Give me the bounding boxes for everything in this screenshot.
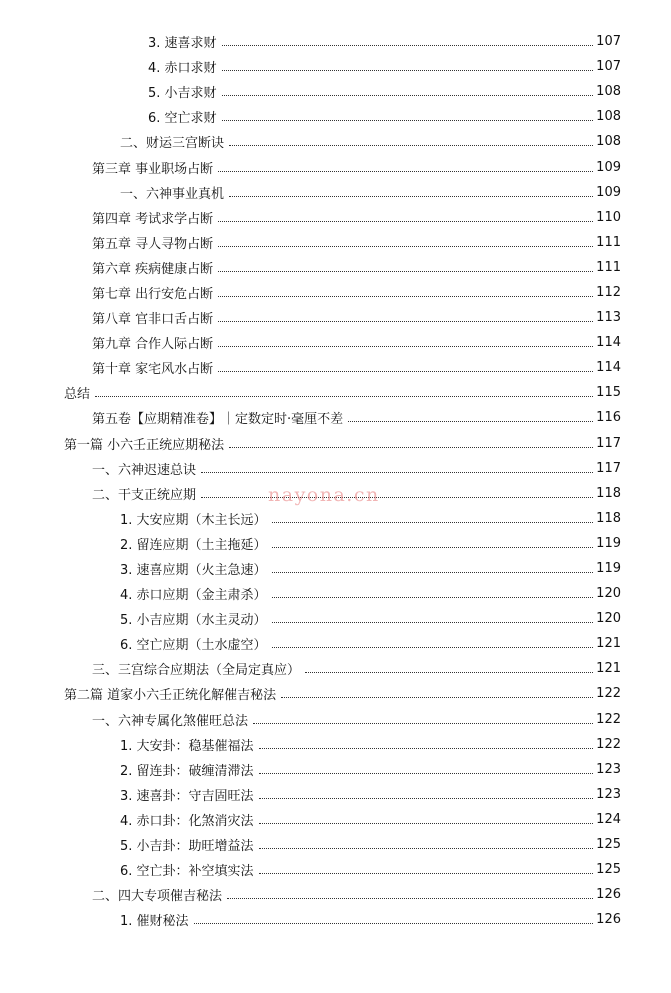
table-of-contents: [0, 29, 671, 932]
toc-entry[interactable]: [0, 405, 621, 430]
toc-entry-title: 二、干支正统应期: [92, 487, 197, 503]
toc-entry-title: 一、六神专属化煞催旺总法: [92, 713, 249, 729]
toc-entry[interactable]: [0, 456, 621, 481]
dot-leader: [272, 572, 594, 573]
toc-entry[interactable]: [0, 129, 621, 154]
toc-entry-title: 第二篇 道家小六壬正统化解催吉秘法: [64, 688, 277, 704]
toc-entry-title: 一、六神迟速总诀: [92, 462, 197, 478]
toc-entry[interactable]: [0, 606, 621, 631]
toc-entry-page-number: 116: [596, 410, 621, 426]
toc-entry-title: 一、六神事业真机: [120, 186, 225, 202]
toc-entry-title: 6. 空亡卦：补空填实法: [120, 864, 254, 880]
toc-entry-page-number: 117: [596, 435, 621, 451]
toc-entry[interactable]: [0, 882, 621, 907]
dot-leader: [272, 522, 594, 523]
toc-entry[interactable]: [0, 205, 621, 230]
toc-entry-page-number: 120: [596, 586, 621, 602]
toc-entry-page-number: 126: [596, 912, 621, 928]
dot-leader: [259, 873, 594, 874]
toc-entry[interactable]: [0, 355, 621, 380]
toc-entry[interactable]: [0, 380, 621, 405]
toc-entry-page-number: 118: [596, 510, 621, 526]
toc-entry-page-number: 126: [596, 887, 621, 903]
toc-entry[interactable]: [0, 857, 621, 882]
dot-leader: [222, 120, 594, 121]
toc-entry-page-number: 108: [596, 134, 621, 150]
toc-entry-page-number: 109: [596, 184, 621, 200]
toc-entry-title: 二、四大专项催吉秘法: [92, 889, 223, 905]
dot-leader: [201, 472, 593, 473]
toc-entry-title: 6. 空亡应期（土水虚空）: [120, 638, 267, 654]
toc-entry[interactable]: [0, 255, 621, 280]
toc-entry-title: 4. 赤口卦：化煞消灾法: [120, 813, 254, 829]
toc-entry[interactable]: [0, 280, 621, 305]
toc-entry-page-number: 107: [596, 59, 621, 75]
toc-entry-title: 第三章 事业职场占断: [92, 161, 214, 177]
toc-entry[interactable]: [0, 531, 621, 556]
toc-entry[interactable]: [0, 782, 621, 807]
dot-leader: [222, 95, 594, 96]
toc-entry-title: 第四章 考试求学占断: [92, 211, 214, 227]
toc-entry[interactable]: [0, 431, 621, 456]
dot-leader: [253, 723, 593, 724]
toc-entry[interactable]: [0, 807, 621, 832]
toc-entry-page-number: 111: [596, 259, 621, 275]
toc-entry-page-number: 119: [596, 561, 621, 577]
toc-entry-title: 3. 速喜卦：守吉固旺法: [120, 788, 254, 804]
toc-entry-title: 三、三宫综合应期法（全局定真应）: [92, 663, 301, 679]
toc-entry-page-number: 108: [596, 84, 621, 100]
toc-entry[interactable]: [0, 154, 621, 179]
toc-entry-title: 5. 小吉应期（水主灵动）: [120, 613, 267, 629]
toc-entry[interactable]: [0, 29, 621, 54]
toc-entry-page-number: 109: [596, 159, 621, 175]
toc-entry-page-number: 118: [596, 485, 621, 501]
toc-entry-title: 5. 小吉求财: [148, 86, 217, 102]
dot-leader: [218, 271, 593, 272]
toc-entry-title: 第十章 家宅风水占断: [92, 362, 214, 378]
dot-leader: [272, 622, 594, 623]
toc-entry-title: 第一篇 小六壬正统应期秘法: [64, 437, 225, 453]
dot-leader: [259, 748, 594, 749]
toc-entry-page-number: 125: [596, 837, 621, 853]
toc-entry-title: 第五卷【应期精准卷】｜定数定时·毫厘不差: [92, 412, 344, 428]
toc-entry[interactable]: [0, 707, 621, 732]
toc-entry-page-number: 123: [596, 761, 621, 777]
dot-leader: [272, 597, 594, 598]
toc-entry-title: 第八章 官非口舌占断: [92, 312, 214, 328]
toc-entry-title: 第五章 寻人寻物占断: [92, 236, 214, 252]
toc-entry-page-number: 124: [596, 811, 621, 827]
dot-leader: [259, 848, 594, 849]
toc-entry-title: 4. 赤口应期（金主肃杀）: [120, 588, 267, 604]
toc-entry-title: 5. 小吉卦：助旺增益法: [120, 839, 254, 855]
toc-entry-title: 1. 催财秘法: [120, 914, 189, 930]
toc-entry-title: 第六章 疾病健康占断: [92, 261, 214, 277]
toc-entry-page-number: 122: [596, 711, 621, 727]
toc-entry[interactable]: [0, 757, 621, 782]
toc-entry-page-number: 123: [596, 786, 621, 802]
toc-entry[interactable]: [0, 681, 621, 706]
toc-entry-page-number: 108: [596, 109, 621, 125]
toc-entry[interactable]: [0, 330, 621, 355]
toc-entry-page-number: 122: [596, 736, 621, 752]
toc-entry-page-number: 119: [596, 535, 621, 551]
toc-entry-page-number: 113: [596, 310, 621, 326]
toc-entry[interactable]: [0, 656, 621, 681]
toc-entry-page-number: 125: [596, 862, 621, 878]
toc-entry-page-number: 110: [596, 209, 621, 225]
dot-leader: [218, 171, 593, 172]
toc-entry[interactable]: [0, 506, 621, 531]
toc-entry[interactable]: [0, 54, 621, 79]
toc-entry[interactable]: [0, 556, 621, 581]
dot-leader: [218, 246, 593, 247]
dot-leader: [305, 672, 593, 673]
dot-leader: [229, 145, 593, 146]
toc-entry-page-number: 107: [596, 34, 621, 50]
toc-entry[interactable]: [0, 230, 621, 255]
toc-entry-title: 3. 速喜求财: [148, 36, 217, 52]
toc-entry-title: 二、财运三宫断诀: [120, 136, 225, 152]
toc-entry[interactable]: [0, 305, 621, 330]
toc-entry-title: 2. 留连卦：破缠清滞法: [120, 763, 254, 779]
dot-leader: [281, 697, 593, 698]
dot-leader: [259, 823, 594, 824]
dot-leader: [218, 346, 593, 347]
toc-entry[interactable]: [0, 104, 621, 129]
toc-entry-page-number: 114: [596, 360, 621, 376]
toc-entry-page-number: 112: [596, 284, 621, 300]
dot-leader: [229, 447, 593, 448]
toc-entry-title: 1. 大安卦：稳基催福法: [120, 738, 254, 754]
toc-entry-page-number: 122: [596, 686, 621, 702]
dot-leader: [229, 196, 593, 197]
toc-entry-page-number: 111: [596, 234, 621, 250]
dot-leader: [259, 773, 594, 774]
dot-leader: [222, 70, 594, 71]
dot-leader: [201, 497, 593, 498]
dot-leader: [95, 396, 593, 397]
toc-entry-page-number: 120: [596, 611, 621, 627]
toc-entry-title: 1. 大安应期（木主长远）: [120, 512, 267, 528]
toc-entry[interactable]: [0, 581, 621, 606]
toc-entry[interactable]: [0, 481, 621, 506]
dot-leader: [218, 221, 593, 222]
toc-entry-title: 3. 速喜应期（火主急速）: [120, 563, 267, 579]
dot-leader: [218, 296, 593, 297]
dot-leader: [227, 898, 593, 899]
toc-entry-page-number: 121: [596, 636, 621, 652]
toc-entry-title: 第七章 出行安危占断: [92, 286, 214, 302]
toc-entry[interactable]: [0, 907, 621, 932]
dot-leader: [194, 923, 594, 924]
toc-entry[interactable]: [0, 79, 621, 104]
dot-leader: [259, 798, 594, 799]
toc-entry[interactable]: [0, 631, 621, 656]
toc-entry[interactable]: [0, 832, 621, 857]
toc-entry[interactable]: [0, 180, 621, 205]
toc-entry-title: 6. 空亡求财: [148, 111, 217, 127]
toc-entry-title: 2. 留连应期（土主拖延）: [120, 537, 267, 553]
dot-leader: [272, 547, 594, 548]
toc-entry-page-number: 114: [596, 335, 621, 351]
toc-entry[interactable]: [0, 732, 621, 757]
dot-leader: [272, 647, 594, 648]
dot-leader: [348, 421, 593, 422]
dot-leader: [218, 371, 593, 372]
dot-leader: [218, 321, 593, 322]
toc-entry-page-number: 117: [596, 460, 621, 476]
toc-entry-title: 总结: [64, 387, 91, 403]
toc-entry-page-number: 121: [596, 661, 621, 677]
toc-entry-page-number: 115: [596, 385, 621, 401]
watermark-text: nayona.cn: [268, 484, 380, 506]
dot-leader: [222, 45, 594, 46]
toc-entry-title: 4. 赤口求财: [148, 61, 217, 77]
toc-entry-title: 第九章 合作人际占断: [92, 337, 214, 353]
